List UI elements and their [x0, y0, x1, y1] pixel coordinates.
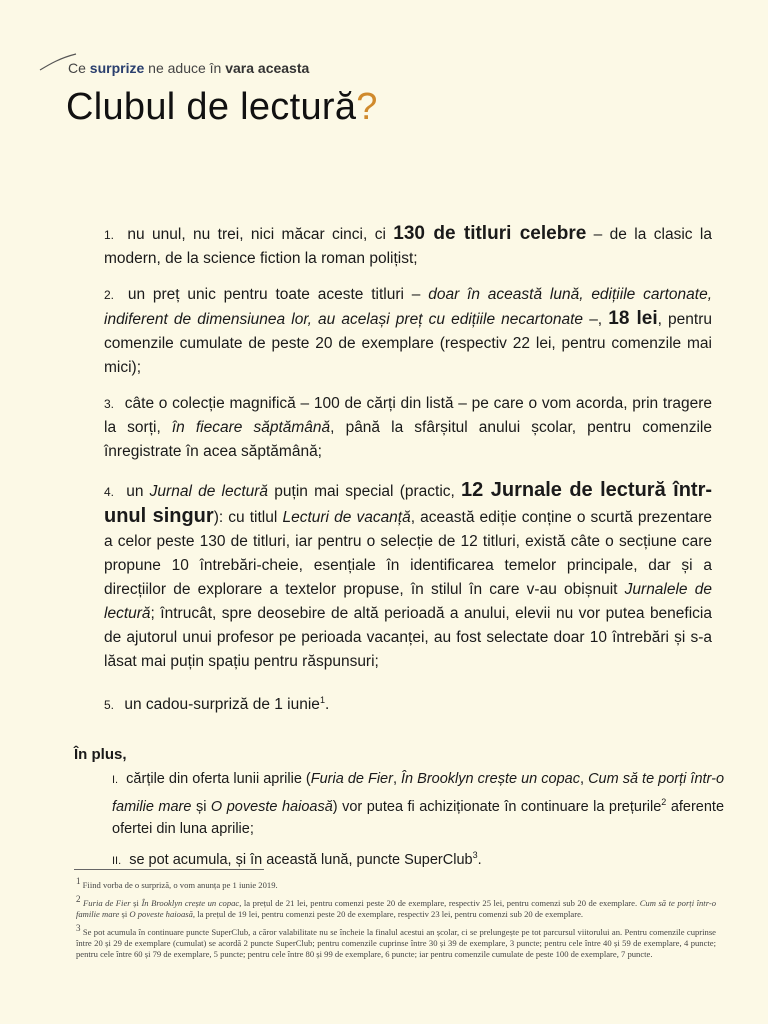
item-text: aferente ofertei din luna aprilie;: [112, 798, 725, 837]
footnote-number: 1: [76, 876, 81, 886]
footnote-divider: [74, 869, 264, 870]
footnote-text: Se pot acumula în continuare puncte SuperClub, a căror valabilitate nu se încheie la finalul acestui an școlar, ci se prelungește pe tot parcursul viitorului an. Pentru comenzile cuprinse între 20 și 29 de exemplare (cumulat) se acordă 2 puncte SuperClub; pentru comenzile cuprinse între 30 și 39 de exemplare, 3 puncte; pentru cele între 40 și 59 de exemplare, 4 puncte; pentru cele între 60 și 79 de exemplare, 5 puncte; pentru cele între 80 și 99 de exemplare, 6 puncte; iar pentru comenzile cumulate de peste 100 de exemplare, 7 puncte.: [76, 926, 716, 959]
footnote-italic: În Brooklyn crește un copac: [141, 897, 240, 908]
item-number: 2.: [104, 288, 115, 302]
page-title: [66, 86, 378, 129]
item-text: ): cu titlul: [213, 509, 278, 526]
item-italic: Cum să te porți într-o familie mare: [112, 771, 725, 815]
item-text: ; întrucât, spre deosebire de altă perioadă a anului, elevii nu vor putea beneficia de ajutorul unui profesor pe perioada vacanței, au fost selectate doar 10 întrebări și s-a lăsat mai puțin spațiu pentru răspunsuri;: [104, 605, 712, 670]
footnote-text: Fiind vorba de o surpriză, o vom anunța pe 1 iunie 2019.: [82, 879, 278, 890]
item-text: , această ediție conține o scurtă prezentare a celor peste 130 de titluri, iar pentru o selecție de 12 titluri, există câte o secțiune care propune 10 întrebări-cheie, esențiale în identificarea temelor principale, dar și a direcțiilor de explorare a textelor propuse, în stilul în care v-au obișnuit: [104, 509, 712, 598]
list-item: [104, 478, 712, 674]
item-number: 4.: [104, 485, 115, 499]
kicker-part: Ce: [68, 60, 86, 76]
item-bold: 18 lei: [608, 308, 658, 329]
kicker-part: vara aceasta: [225, 60, 310, 76]
footnote-italic: Furia de Fier: [83, 897, 131, 908]
item-text: puțin mai special (practic,: [274, 483, 455, 500]
list-item: [104, 688, 712, 717]
footnote: [76, 894, 716, 920]
title-text: Clubul de lectură: [66, 86, 357, 128]
footnote: [76, 876, 716, 891]
item-text: , pentru comenzile cumulate de peste 20 de exemplare (respectiv 22 lei, pentru comenzile mai mici);: [104, 311, 712, 376]
item-text: –,: [589, 311, 603, 328]
list-item: [104, 222, 712, 271]
item-text: , până la sfârșitul anului școlar, pentru comenzile înregistrate în acea săptămână;: [104, 419, 712, 460]
footnote-ref: 1: [319, 695, 325, 705]
footnote-number: 3: [76, 922, 81, 933]
item-text: un cadou-surpriză de 1 iunie: [124, 696, 320, 714]
item-text: cărțile din oferta lunii aprilie (: [126, 771, 311, 787]
item-text: .: [477, 851, 482, 868]
item-number: 1.: [104, 228, 115, 242]
section-heading: În plus,: [74, 746, 127, 763]
footnote-ref: 3: [472, 849, 478, 860]
kicker: [68, 60, 309, 76]
item-number: 5.: [104, 698, 115, 713]
item-text: nu unul, nu trei, nici măcar cinci, ci: [127, 226, 386, 243]
item-italic: Jurnal de lectură: [149, 483, 269, 500]
footnote-text: și: [133, 897, 139, 908]
item-italic: Jurnalele de lectură: [104, 581, 712, 622]
item-number: I.: [112, 774, 119, 786]
list-item: [104, 283, 712, 380]
footnote-text: , la prețul de 19 lei, pentru comenzi peste 20 de exemplare, respectiv 23 lei, pentru comenzi sub 20 de exemplare.: [192, 908, 584, 919]
item-italic: În Brooklyn crește un copac: [401, 771, 580, 787]
title-question-mark: ?: [356, 86, 378, 128]
offer-list: [104, 222, 712, 717]
item-text: .: [324, 696, 330, 714]
item-italic: în fiecare săptămână: [171, 419, 331, 436]
kicker-part: ne aduce în: [148, 60, 222, 76]
item-text: – de la clasic la modern, de la science fiction la roman polițist;: [104, 226, 712, 267]
item-text: un: [126, 483, 144, 500]
item-text: ) vor putea fi achiziționate în continuare la prețurile: [332, 798, 662, 815]
footnote-number: 2: [76, 893, 81, 904]
footnote: [76, 923, 716, 960]
item-bold: 130 de titluri celebre: [393, 223, 587, 244]
footnote-italic: Cum să te porți într-o familie mare: [76, 897, 717, 919]
item-italic: O poveste haioasă: [210, 798, 333, 815]
item-text: câte o colecție magnifică – 100 de cărți din listă – pe care o vom acorda, prin tragere la sorți,: [104, 395, 713, 436]
list-item: [104, 392, 712, 464]
extras-section: [74, 744, 724, 872]
footnote-text: , la prețul de 21 lei, pentru comenzi peste 20 de exemplare, respectiv 25 lei, pentru comenzi sub 20 de exemplare.: [239, 897, 638, 908]
item-italic: doar în această lună, edițiile cartonate, indiferent de dimensiunea lor, au același preț cu edițiile necartonate: [104, 286, 713, 328]
item-number: 3.: [104, 397, 115, 411]
item-italic: Furia de Fier: [310, 771, 393, 787]
footnote-italic: O poveste haioasă: [129, 908, 193, 919]
kicker-part: surprize: [89, 60, 145, 76]
item-text: ,: [392, 771, 397, 787]
item-text: și: [195, 798, 207, 815]
item-bold: 12 Jurnale de lectură într-unul singur: [104, 479, 713, 527]
item-italic: Lecturi de vacanță: [282, 509, 411, 526]
footnotes: [76, 876, 716, 963]
item-number: II.: [112, 854, 122, 867]
item-text: ,: [579, 771, 585, 787]
footnote-text: și: [121, 908, 128, 919]
item-text: se pot acumula, și în această lună, puncte SuperClub: [129, 851, 473, 868]
extras-item: [74, 768, 724, 840]
item-text: un preț unic pentru toate aceste titluri –: [127, 286, 421, 303]
footnote-ref: 2: [661, 797, 667, 807]
extras-item: [74, 844, 724, 872]
